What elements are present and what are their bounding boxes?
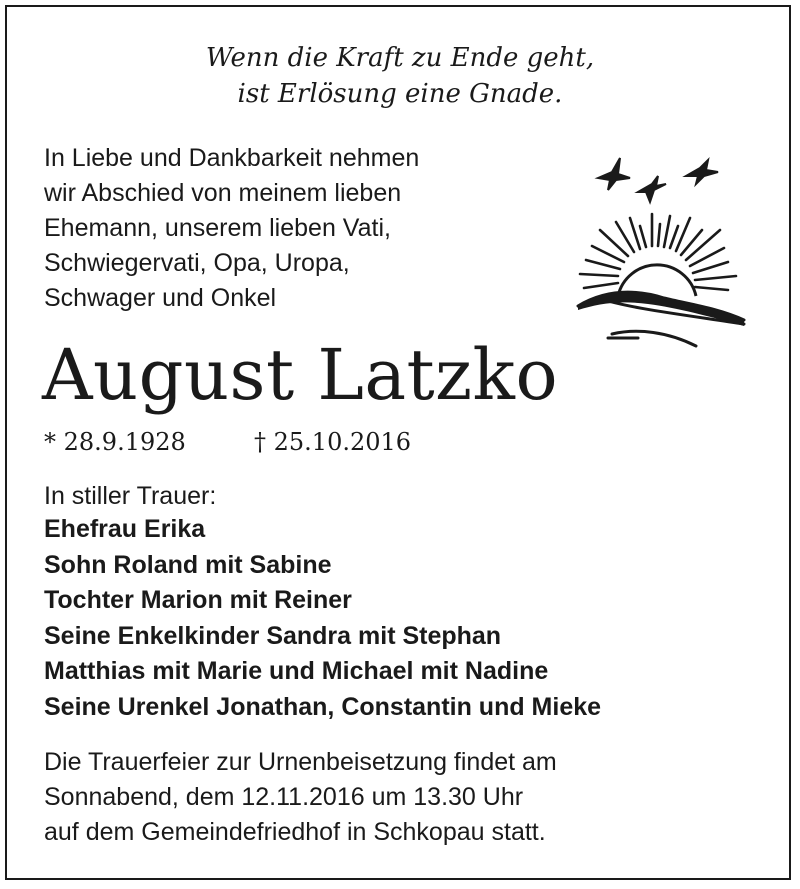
- sun-rays: [580, 214, 736, 290]
- sunset-birds-icon: [568, 148, 746, 353]
- intro-line: Schwager und Onkel: [44, 284, 277, 312]
- mourner-line: Matthias mit Marie und Michael mit Nadine: [44, 657, 549, 685]
- funeral-line: Sonnabend, dem 12.11.2016 um 13.30 Uhr: [44, 783, 524, 811]
- funeral-line: auf dem Gemeindefriedhof in Schkopau statt.: [44, 818, 546, 846]
- intro-line: In Liebe und Dankbarkeit nehmen: [44, 144, 420, 172]
- intro-text: [44, 141, 564, 316]
- bird-icon: [598, 158, 630, 190]
- mourner-line: Seine Enkelkinder Sandra mit Stephan: [44, 621, 502, 650]
- funeral-info: [44, 745, 557, 850]
- bird-icon: [638, 176, 666, 202]
- bird-icon: [686, 160, 718, 184]
- birth-date: * 28.9.1928: [44, 428, 186, 456]
- mourner-line: Sohn Roland mit Sabine: [44, 550, 332, 579]
- mourner-line: Tochter Marion mit Reiner: [44, 586, 352, 614]
- intro-line: wir Abschied von meinem lieben: [44, 179, 402, 207]
- intro-line: Ehemann, unserem lieben Vati,: [44, 214, 391, 242]
- mourner-line: Seine Urenkel Jonathan, Constantin und Mieke: [44, 692, 602, 721]
- funeral-line: Die Trauerfeier zur Urnenbeisetzung findet am: [44, 748, 557, 776]
- mourners-list: [44, 512, 601, 725]
- intro-line: Schwiegervati, Opa, Uropa,: [44, 249, 350, 277]
- death-date: † 25.10.2016: [254, 428, 412, 456]
- motto: [0, 40, 800, 112]
- life-dates: [44, 424, 412, 460]
- mourners-label: In stiller Trauer:: [44, 482, 217, 510]
- deceased-name: August Latzko: [42, 334, 559, 416]
- motto-line-2: ist Erlösung eine Gnade.: [237, 79, 563, 109]
- mourner-line: Ehefrau Erika: [44, 515, 206, 543]
- motto-line-1: Wenn die Kraft zu Ende geht,: [205, 43, 595, 73]
